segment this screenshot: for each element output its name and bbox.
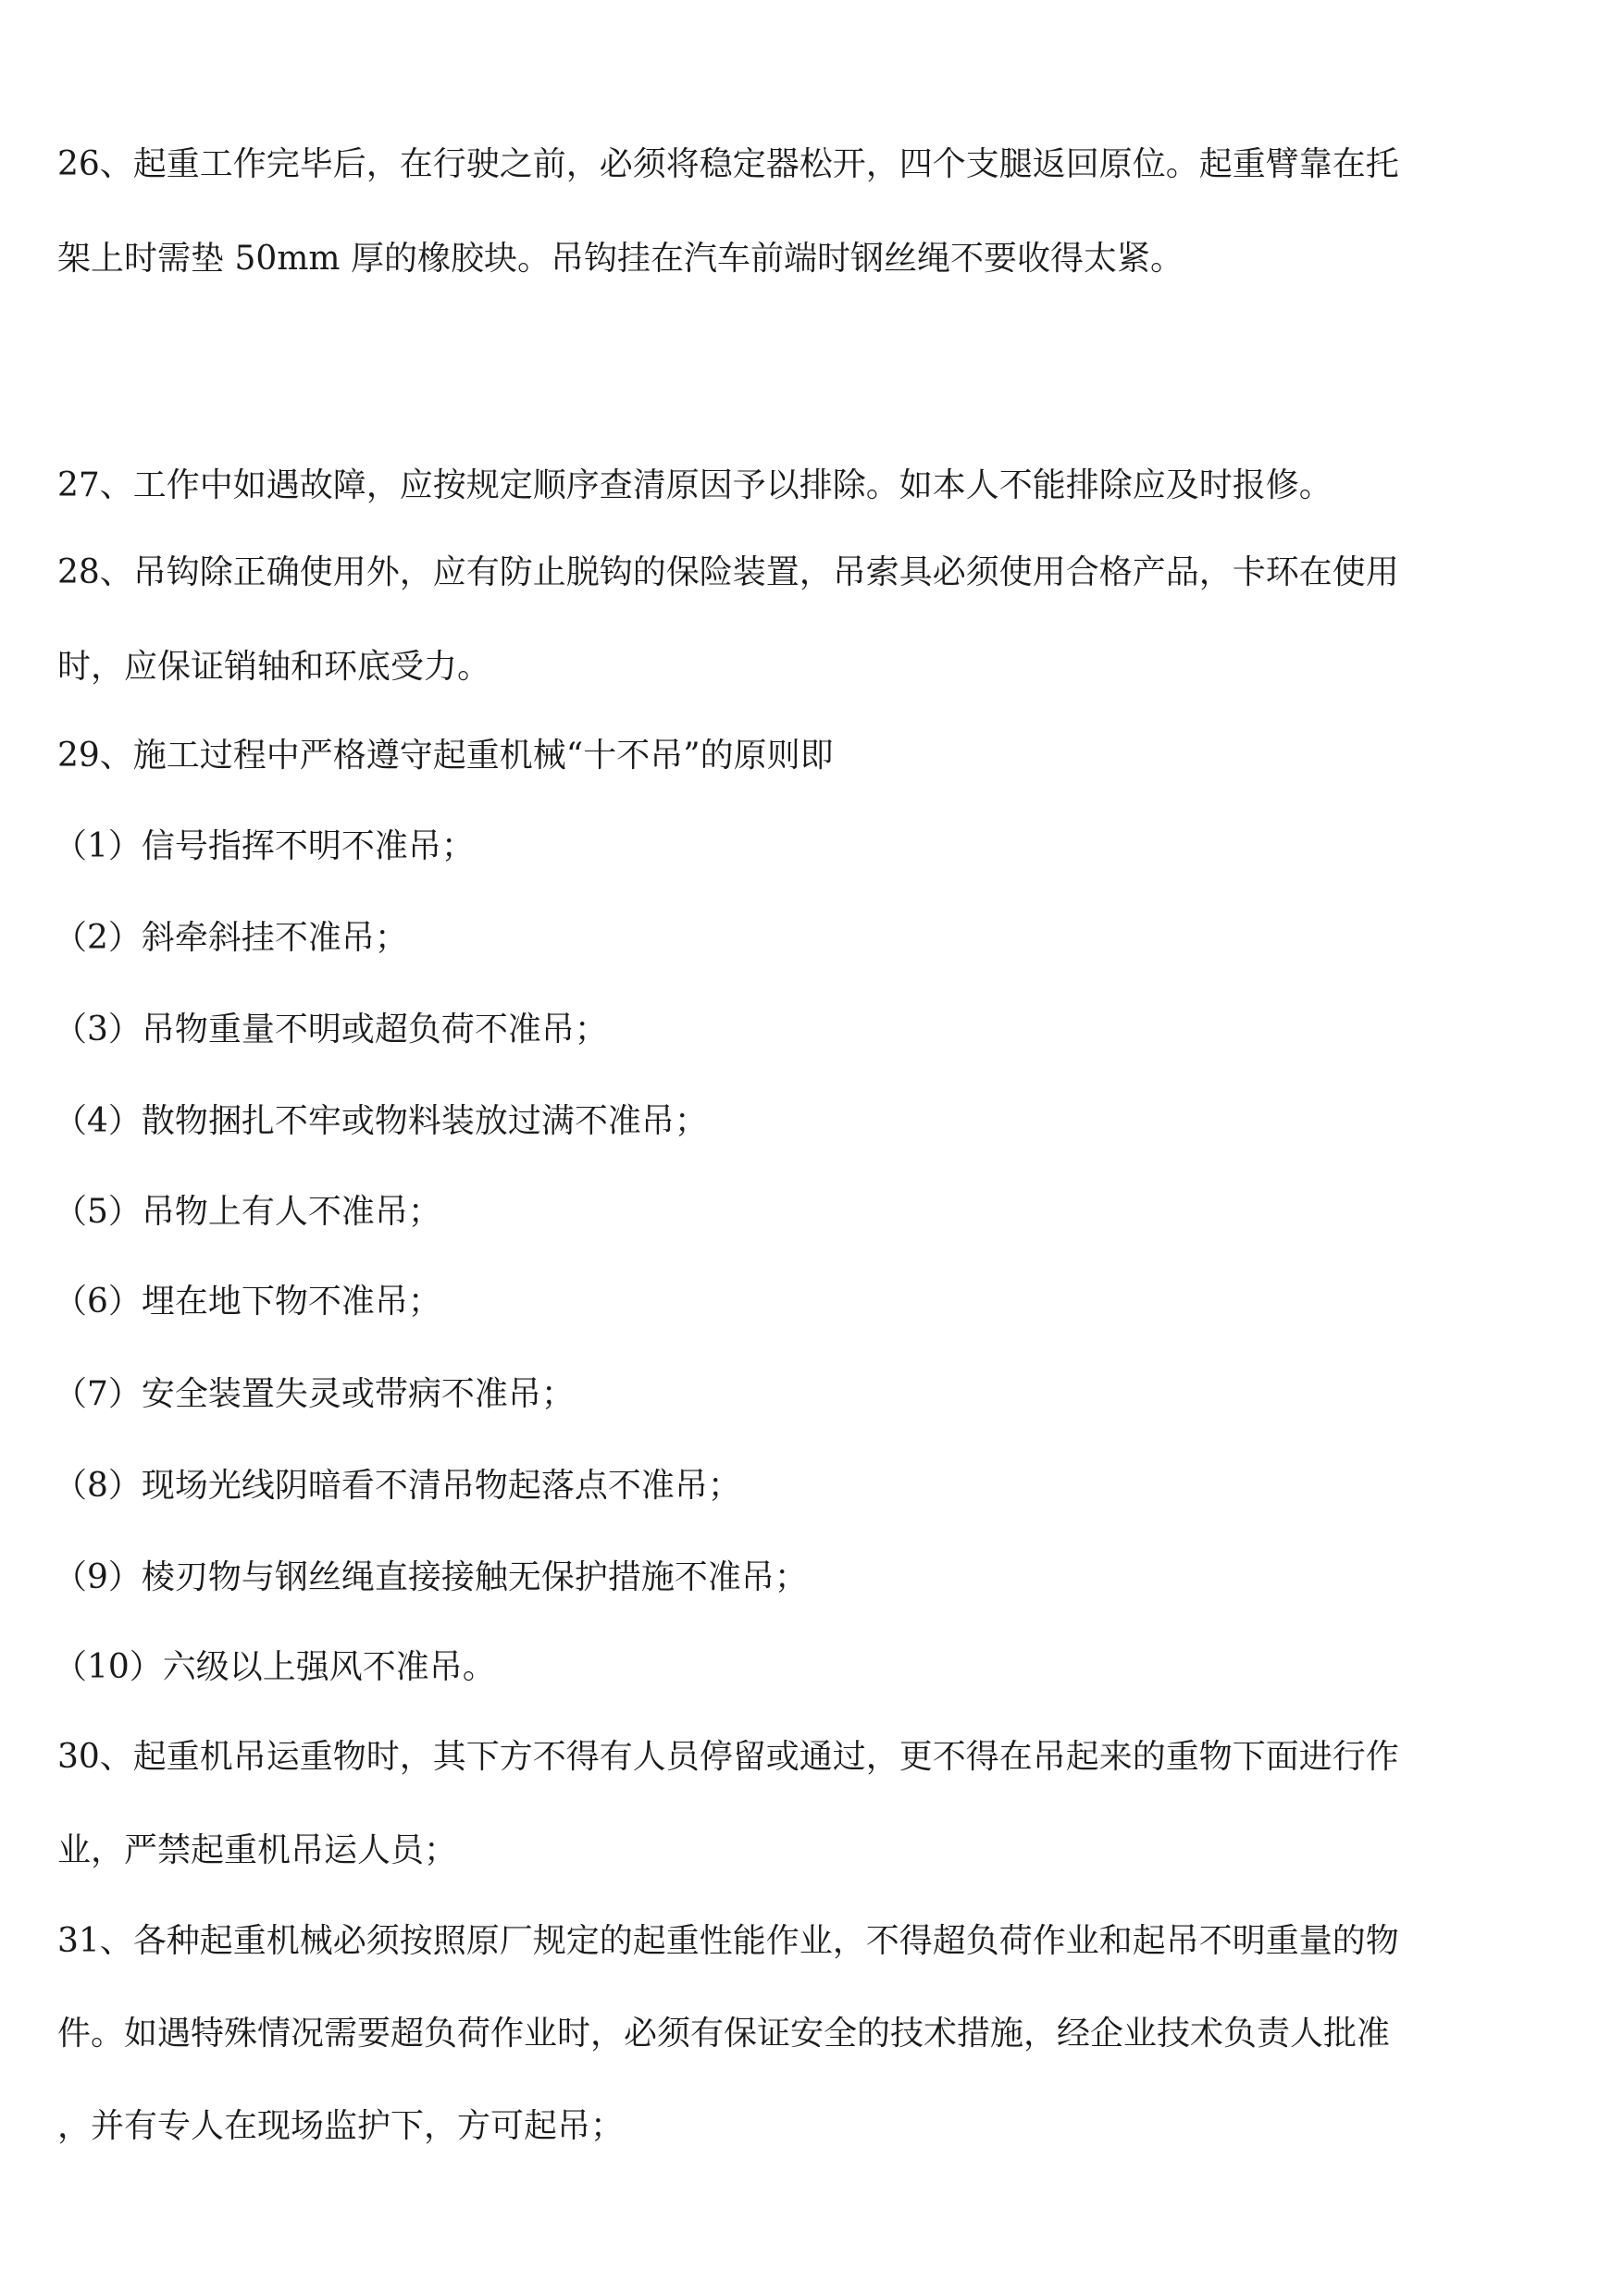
item-31-line-2: 件。如遇特殊情况需要超负荷作业时，必须有保证安全的技术措施，经企业技术负责人批准 <box>57 2015 1391 2053</box>
item-28-line-1: 28、吊钩除正确使用外，应有防止脱钩的保险装置，吊索具必须使用合格产品，卡环在使用 <box>57 553 1399 591</box>
rule-10: （10）六级以上强风不准吊。 <box>54 1648 496 1686</box>
item-30-line-1: 30、起重机吊运重物时，其下方不得有人员停留或通过，更不得在吊起来的重物下面进行作 <box>57 1738 1399 1776</box>
item-31-line-1: 31、各种起重机械必须按照原厂规定的起重性能作业，不得超负荷作业和起吊不明重量的物 <box>57 1922 1399 1960</box>
rule-9: （9）棱刃物与钢丝绳直接接触无保护措施不准吊； <box>54 1558 808 1596</box>
rule-1: （1）信号指挥不明不准吊； <box>54 827 475 865</box>
item-27-line-1: 27、工作中如遇故障，应按规定顺序查清原因予以排除。如本人不能排除应及时报修。 <box>57 466 1333 504</box>
rule-7: （7）安全装置失灵或带病不准吊； <box>54 1375 575 1413</box>
rule-8: （8）现场光线阴暗看不清吊物起落点不准吊； <box>54 1467 741 1505</box>
rule-4: （4）散物捆扎不牢或物料装放过满不准吊； <box>54 1102 708 1140</box>
item-26-line-1: 26、起重工作完毕后，在行驶之前，必须将稳定器松开，四个支腿返回原位。起重臂靠在托 <box>57 145 1399 183</box>
rule-2: （2）斜牵斜挂不准吊； <box>54 919 408 957</box>
item-29-heading: 29、施工过程中严格遵守起重机械“十不吊”的原则即 <box>57 737 834 775</box>
item-30-line-2: 业，严禁起重机吊运人员； <box>57 1831 458 1869</box>
rule-6: （6）埋在地下物不准吊； <box>54 1283 441 1321</box>
item-31-line-3: ，并有专人在现场监护下，方可起吊； <box>57 2107 625 2145</box>
item-28-line-2: 时，应保证销轴和环底受力。 <box>57 648 491 686</box>
rule-5: （5）吊物上有人不准吊； <box>54 1193 441 1231</box>
rule-3: （3）吊物重量不明或超负荷不准吊； <box>54 1011 608 1048</box>
item-26-line-2: 架上时需垫 50mm 厚的橡胶块。吊钩挂在汽车前端时钢丝绳不要收得太紧。 <box>57 240 1184 278</box>
